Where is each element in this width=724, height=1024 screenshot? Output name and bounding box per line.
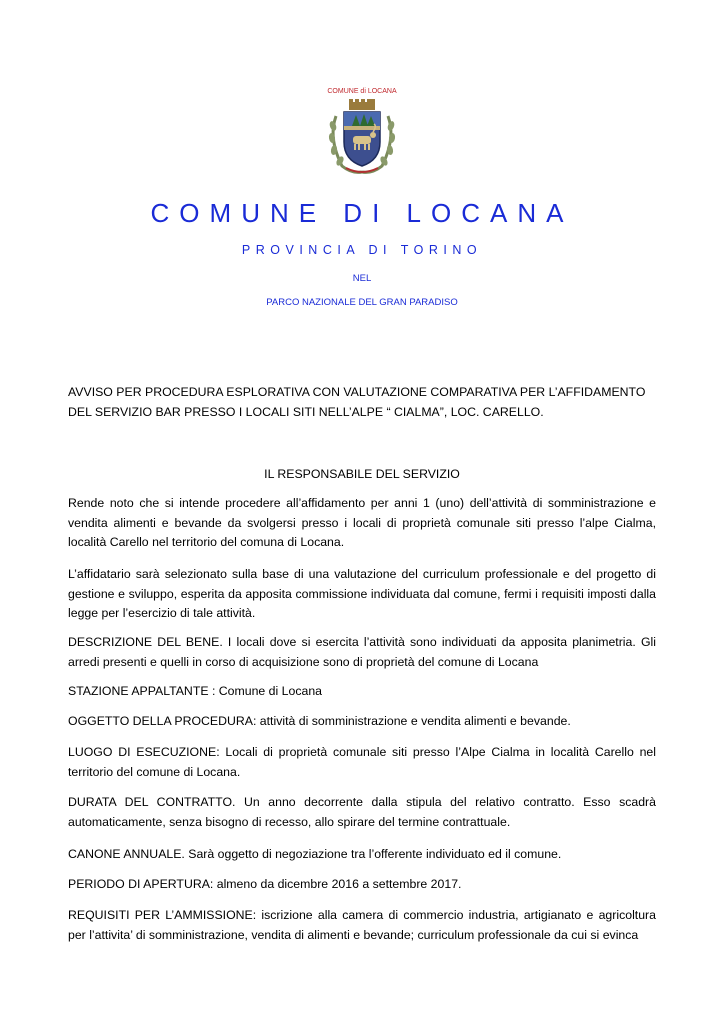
park-name: PARCO NAZIONALE DEL GRAN PARADISO xyxy=(266,297,458,308)
paragraph-durata: DURATA DEL CONTRATTO. Un anno decorrente dalla stipula del relativo contratto. Esso scadrà automaticamente, senza bisogno di recesso, allo spirare del termine contrattuale. xyxy=(68,795,656,829)
crest-label: COMUNE di LOCANA xyxy=(327,88,397,95)
paragraph-periodo: PERIODO DI APERTURA: almeno da dicembre 2016 a settembre 2017. xyxy=(68,877,462,891)
province-subtitle: PROVINCIA DI TORINO xyxy=(241,243,483,257)
coat-of-arms-icon xyxy=(322,98,402,178)
paragraph-stazione: STAZIONE APPALTANTE : Comune di Locana xyxy=(68,684,323,698)
paragraph-canone: CANONE ANNUALE. Sarà oggetto di negoziazione tra l’offerente individuato ed il comune. xyxy=(68,847,562,861)
paragraph-requisiti: REQUISITI PER L’AMMISSIONE: iscrizione alla camera di commercio industria, artigianato e agricoltura per l’attivita’ di somministrazione, vendita di alimenti e bevande; curriculum professionale da cui si evinca xyxy=(68,908,656,942)
responsabile-heading: IL RESPONSABILE DEL SERVIZIO xyxy=(264,467,460,481)
paragraph-selection: L’affidatario sarà selezionato sulla base di una valutazione del curriculum professionale e del progetto di gestione e sviluppo, esperita da apposita commissione individuata dal comune, fermi i requisiti imposti dalla legge per l’esercizio di tale attività. xyxy=(68,567,656,620)
municipal-crest xyxy=(322,88,402,178)
nel-label: NEL xyxy=(352,273,372,284)
page-title: COMUNE DI LOCANA xyxy=(150,198,574,228)
paragraph-descrizione: DESCRIZIONE DEL BENE. I locali dove si esercita l’attività sono individuati da apposita planimetria. Gli arredi presenti e quelli in corso di acquisizione sono di proprietà del comune di Locana xyxy=(68,635,656,669)
paragraph-luogo: LUOGO DI ESECUZIONE: Locali di proprietà comunale siti presso l’Alpe Cialma in località Carello nel territorio del comune di Locana. xyxy=(68,745,656,779)
paragraph-intro: Rende noto che si intende procedere all’affidamento per anni 1 (uno) dell’attività di somministrazione e vendita alimenti e bevande da svolgersi presso i locali di proprietà comunale siti presso l’alpe Cialma, località Carello nel territorio del comuna di Locana. xyxy=(68,496,656,549)
document-heading: AVVISO PER PROCEDURA ESPLORATIVA CON VALUTAZIONE COMPARATIVA PER L’AFFIDAMENTO DEL SERVIZIO BAR PRESSO I LOCALI SITI NELL’ALPE “ CIALMA”, LOC. CARELLO. xyxy=(68,385,646,419)
paragraph-oggetto: OGGETTO DELLA PROCEDURA: attività di somministrazione e vendita alimenti e bevande. xyxy=(68,714,571,728)
